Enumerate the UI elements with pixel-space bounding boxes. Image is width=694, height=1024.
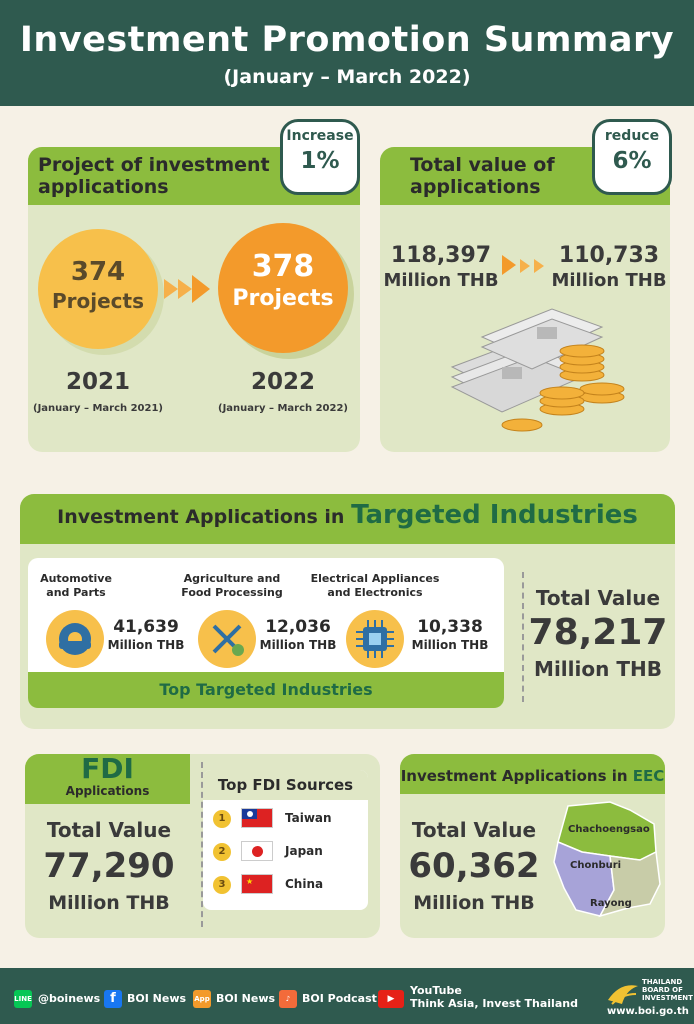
china-flag-icon: ★ xyxy=(241,874,273,894)
eec-title-highlight: EEC xyxy=(632,767,665,785)
projects-2021-circle xyxy=(38,229,158,349)
projects-2021-value: 374 xyxy=(70,257,126,287)
taiwan-flag-icon xyxy=(241,808,273,828)
fdi-total-label: Total Value xyxy=(46,818,172,842)
line-icon[interactable]: LINE xyxy=(14,990,32,1008)
podcast-handle[interactable]: BOI Podcast xyxy=(302,992,377,1005)
projects-2022-unit: Projects xyxy=(232,286,334,311)
page-subtitle: (January – March 2022) xyxy=(223,66,471,88)
eec-card-header xyxy=(400,754,665,794)
top-targeted-industries-label: Top Targeted Industries xyxy=(28,672,504,708)
fdi-total-value: 77,290 xyxy=(43,846,175,886)
industry-automotive-name: Automotive and Parts xyxy=(40,572,112,599)
boi-logo-icon xyxy=(606,980,640,1008)
gear-car-icon xyxy=(46,610,104,668)
value-before-unit: Million THB xyxy=(383,270,499,291)
total-value-title-line2: applications xyxy=(410,176,541,198)
value-after-unit: Million THB xyxy=(551,270,667,291)
arrow-icon xyxy=(192,275,210,303)
projects-2021-unit: Projects xyxy=(51,289,144,313)
total-value-title-line1: Total value of xyxy=(410,154,555,176)
period-2021: (January – March 2021) xyxy=(33,403,163,414)
fdi-badge xyxy=(25,754,190,804)
line-handle[interactable]: @boinews xyxy=(38,992,101,1005)
fdi-badge-title: FDI xyxy=(81,752,134,785)
page-header xyxy=(0,0,694,106)
period-2022: (January – March 2022) xyxy=(218,403,348,414)
agri-food-icon xyxy=(198,610,256,668)
projects-title-line1: Project of investment xyxy=(38,154,270,176)
eec-total-value: 60,362 xyxy=(408,846,540,886)
total-value-card xyxy=(380,128,670,452)
increase-badge xyxy=(280,119,360,195)
year-2022: 2022 xyxy=(250,369,315,395)
page-title: Investment Promotion Summary xyxy=(19,20,675,60)
projects-card xyxy=(28,128,360,452)
industry-automotive-value: 41,639 Million THB xyxy=(107,617,185,652)
country-japan: Japan xyxy=(285,844,323,858)
footer-bar xyxy=(0,968,694,1024)
targeted-total xyxy=(528,586,668,681)
targeted-total-label: Total Value xyxy=(535,586,661,610)
industry-agriculture-value: 12,036 Million THB xyxy=(259,617,337,652)
youtube-icon[interactable]: ▶ xyxy=(378,990,404,1008)
japan-flag-icon xyxy=(241,841,273,861)
reduce-badge xyxy=(592,119,672,195)
value-before xyxy=(382,243,500,293)
value-after-amount: 110,733 xyxy=(558,243,660,268)
map-label-chonburi: Chonburi xyxy=(570,860,622,871)
arrow-icon xyxy=(534,259,544,273)
arrow-icon xyxy=(520,259,530,273)
money-coins-illustration xyxy=(442,297,632,437)
facebook-icon[interactable]: f xyxy=(104,990,122,1008)
industry-electronics-name: Electrical Appliances and Electronics xyxy=(310,572,440,599)
country-taiwan: Taiwan xyxy=(285,811,332,825)
projects-2022-value: 378 xyxy=(251,249,315,284)
podcast-icon[interactable]: ♪ xyxy=(279,990,297,1008)
app-handle[interactable]: BOI News xyxy=(216,992,276,1005)
map-label-chachoengsao: Chachoengsao xyxy=(568,824,650,835)
targeted-total-value: 78,217 xyxy=(528,612,668,653)
targeted-title-highlight: Targeted Industries xyxy=(351,500,638,530)
fdi-card xyxy=(25,754,380,938)
targeted-total-unit: Million THB xyxy=(534,657,662,681)
year-2021: 2021 xyxy=(65,369,130,395)
app-icon[interactable]: App xyxy=(193,990,211,1008)
reduce-badge-value: 6% xyxy=(612,148,652,174)
boi-org-name: THAILAND BOARD OF INVESTMENT xyxy=(642,978,693,1002)
targeted-title-prefix: Investment Applications in xyxy=(57,506,345,528)
rank-medal-icon: 3 xyxy=(213,876,231,894)
divider xyxy=(522,572,524,702)
facebook-handle[interactable]: BOI News xyxy=(127,992,187,1005)
eec-total-label: Total Value xyxy=(411,818,537,842)
fdi-sources-title: Top FDI Sources xyxy=(203,770,368,800)
fdi-sources-panel xyxy=(203,770,368,910)
fdi-total-unit: Million THB xyxy=(48,892,170,914)
increase-badge-label: Increase xyxy=(286,128,354,144)
website-link[interactable]: www.boi.go.th xyxy=(607,1006,689,1017)
reduce-badge-label: reduce xyxy=(604,128,660,144)
industry-agriculture-name: Agriculture and Food Processing xyxy=(181,572,283,599)
industry-electronics-value: 10,338 Million THB xyxy=(411,617,489,652)
map-label-rayong: Rayong xyxy=(590,898,632,909)
arrow-icon xyxy=(502,255,516,275)
eec-total xyxy=(404,818,544,914)
chip-icon xyxy=(346,610,404,668)
arrow-icon xyxy=(178,279,192,299)
targeted-industries-header xyxy=(20,494,675,544)
fdi-total xyxy=(25,818,193,914)
arrow-icon xyxy=(164,279,178,299)
projects-title-line2: applications xyxy=(38,176,169,198)
rank-medal-icon: 1 xyxy=(213,810,231,828)
value-after xyxy=(548,243,670,293)
eec-title-prefix: Investment Applications in xyxy=(400,767,628,785)
value-before-amount: 118,397 xyxy=(390,243,492,268)
youtube-handle[interactable]: YouTube Think Asia, Invest Thailand xyxy=(410,984,578,1010)
eec-card xyxy=(400,754,665,938)
country-china: China xyxy=(285,877,324,891)
projects-2022-circle xyxy=(218,223,348,353)
targeted-industries-card xyxy=(20,494,675,729)
increase-badge-value: 1% xyxy=(300,148,340,174)
industries-panel xyxy=(28,558,504,708)
fdi-badge-sub: Applications xyxy=(65,784,150,798)
eec-total-unit: Million THB xyxy=(413,892,535,914)
rank-medal-icon: 2 xyxy=(213,843,231,861)
